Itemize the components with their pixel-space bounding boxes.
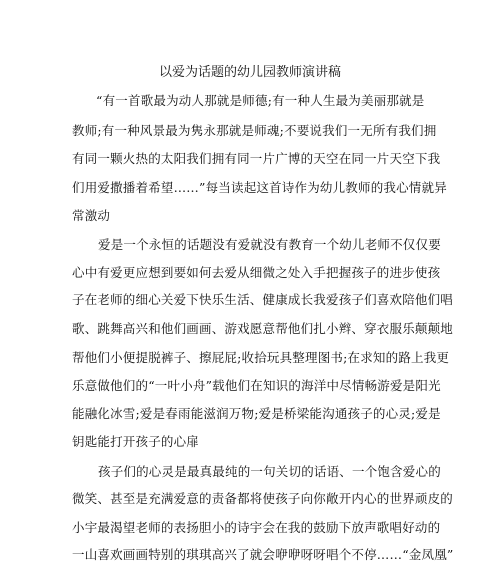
paragraph-1-line-4: 们用爱撒播着希望……”每当读起这首诗作为幼儿教师的我心情就异 — [72, 180, 447, 195]
document-title: 以爱为话题的幼儿园教师演讲稿 — [158, 65, 341, 80]
paragraph-1-line-5: 常激动 — [72, 208, 111, 223]
paragraph-2-line-3: 子在老师的细心关爱下快乐生活、健康成长我爱孩子们喜欢陪他们唱 — [72, 292, 454, 307]
paragraph-2-line-4: 歌、跳舞高兴和他们画画、游戏愿意帮他们扎小辫、穿衣服乐颠颠地 — [72, 321, 454, 336]
paragraph-2-line-7: 能融化冰雪;爱是春雨能滋润万物;爱是桥梁能沟通孩子的心灵;爱是 — [72, 406, 441, 421]
paragraph-3-line-2: 微笑、甚至是充满爱意的责备都将使孩子向你敞开内心的世界顽皮的 — [72, 491, 454, 506]
paragraph-2-line-5: 帮他们小便提脱裤子、擦屁屁;收拾玩具整理图书;在求知的路上我更 — [72, 350, 450, 365]
paragraph-2-line-6: 乐意做他们的“一叶小舟”载他们在知识的海洋中尽情畅游爱是阳光 — [72, 378, 441, 393]
paragraph-3-line-1: 孩子们的心灵是最真最纯的一句关切的话语、一个饱含爱心的 — [98, 464, 441, 479]
paragraph-1-line-1: “有一首歌最为动人那就是师德;有一种人生最为美丽那就是 — [96, 93, 425, 108]
paragraph-3-line-3: 小宇最渴望老师的表扬胆小的诗宇会在我的鼓励下放声歌唱好动的 — [72, 520, 441, 535]
paragraph-1-line-3: 有同一颗火热的太阳我们拥有同一片广博的天空在同一片天空下我 — [72, 151, 441, 166]
paragraph-2-line-1: 爱是一个永恒的话题没有爱就没有教育一个幼儿老师不仅仅要 — [98, 237, 441, 252]
paragraph-2-line-8: 钥匙能打开孩子的心扉 — [72, 434, 200, 449]
paragraph-3-line-4: 一山喜欢画画特别的琪琪高兴了就会咿咿呀呀唱个不停……“金凤凰” — [72, 547, 454, 562]
paragraph-1-line-2: 教师;有一种风景最为隽永那就是师魂;不要说我们一无所有我们拥 — [72, 123, 437, 138]
paragraph-2-line-2: 心中有爱更应想到要如何去爱从细微之处入手把握孩子的进步使孩 — [72, 265, 441, 280]
